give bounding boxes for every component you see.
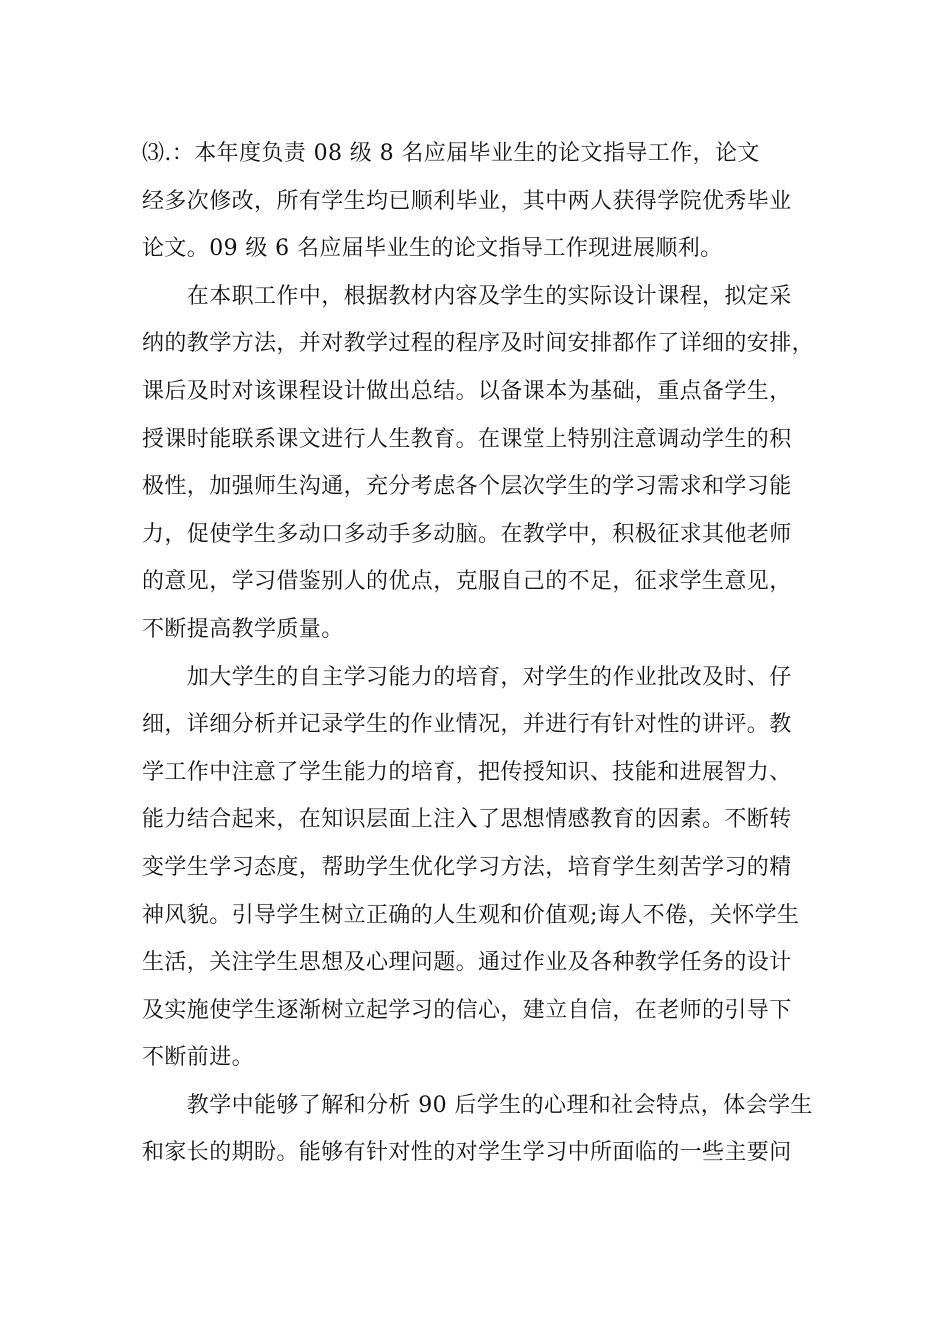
text-line: 的意见，学习借鉴别人的优点，克服自己的不足，征求学生意见， — [142, 569, 792, 595]
text-line: 极性，加强师生沟通，充分考虑各个层次学生的学习需求和学习能 — [142, 474, 792, 500]
text-line: 经多次修改，所有学生均已顺利毕业，其中两人获得学院优秀毕业 — [142, 188, 792, 214]
text-line: 学工作中注意了学生能力的培育，把传授知识、技能和进展智力、 — [142, 759, 792, 785]
text-line: 在本职工作中，根据教材内容及学生的实际设计课程，拟定采 — [142, 283, 792, 309]
text-line: 不断提高教学质量。 — [142, 616, 344, 642]
text-line: ⑶.：本年度负责 08 级 8 名应届毕业生的论文指导工作，论文 — [142, 141, 760, 166]
text-line: 力，促使学生多动口多动手多动脑。在教学中，积极征求其他老师 — [142, 521, 792, 547]
text-line: 变学生学习态度，帮助学生优化学习方法，培育学生刻苦学习的精 — [142, 854, 792, 880]
text-line: 课后及时对该课程设计做出总结。以备课本为基础，重点备学生， — [142, 378, 792, 404]
text-line: 论文。09 级 6 名应届毕业生的论文指导工作现进展顺利。 — [142, 236, 723, 262]
text-line: 细，详细分析并记录学生的作业情况，并进行有针对性的讲评。教 — [142, 712, 792, 738]
text-line: 不断前进。 — [142, 1045, 255, 1071]
body-text — [142, 130, 817, 1177]
text-line: 和家长的期盼。能够有针对性的对学生学习中所面临的一些主要问 — [142, 1140, 792, 1166]
text-line: 纳的教学方法，并对教学过程的程序及时间安排都作了详细的安排， — [142, 331, 815, 357]
text-line: 生活，关注学生思想及心理问题。通过作业及各种教学任务的设计 — [142, 950, 792, 976]
text-line: 神风貌。引导学生树立正确的人生观和价值观;诲人不倦，关怀学生 — [142, 902, 800, 928]
text-line: 能力结合起来，在知识层面上注入了思想情感教育的因素。不断转 — [142, 807, 792, 833]
text-line: 加大学生的自主学习能力的培育，对学生的作业批改及时、仔 — [142, 664, 792, 690]
text-line: 授课时能联系课文进行人生教育。在课堂上特别注意调动学生的积 — [142, 426, 792, 452]
text-line: 及实施使学生逐渐树立起学习的信心，建立自信，在老师的引导下 — [142, 997, 792, 1023]
text-line: 教学中能够了解和分析 90 后学生的心理和社会特点，体会学生 — [142, 1092, 813, 1118]
